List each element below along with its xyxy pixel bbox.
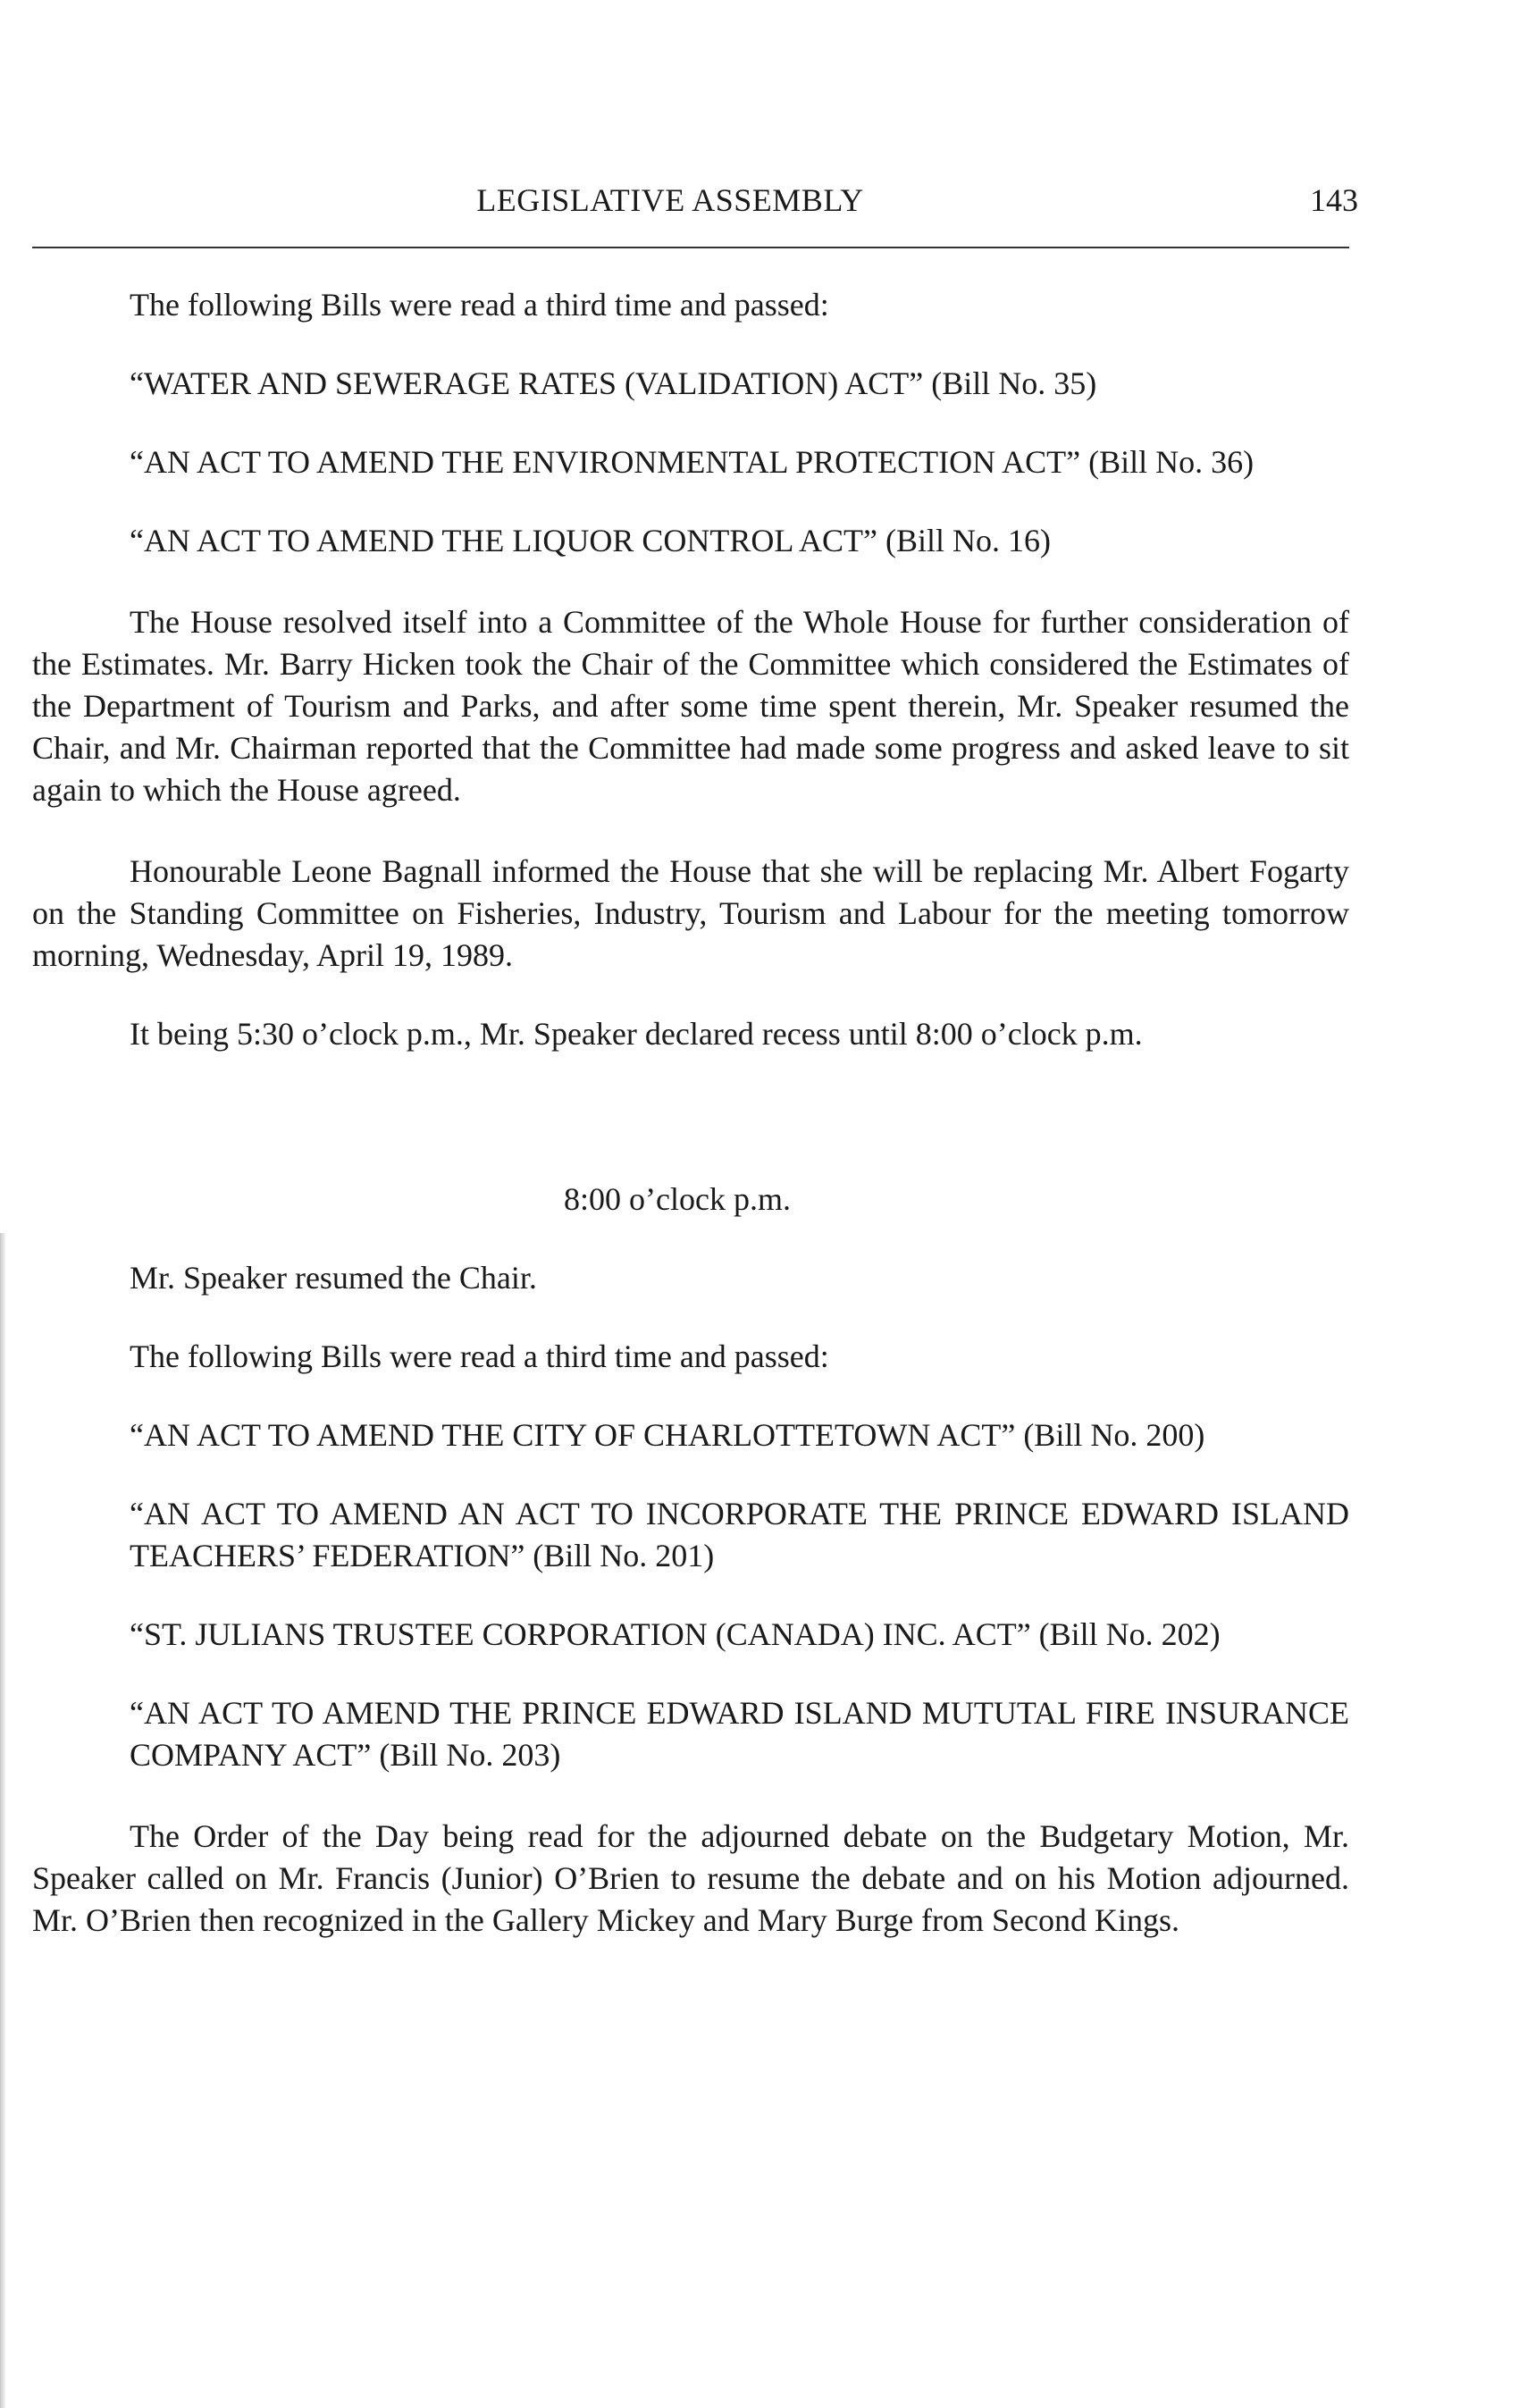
header-rule bbox=[32, 247, 1349, 248]
paragraph-order-of-day: The Order of the Day being read for the adjourned debate on the Budgetary Motion, Mr. Speaker called on Mr. Francis (Junior) O’Brien to resume the debate and on his Motion adjourned. Mr. O’Brien then recognized in the Gallery Mickey and Mary Burge from Second Kings. bbox=[32, 1818, 1349, 1938]
paragraph-committee: The House resolved itself into a Committee of the Whole House for further consideration of the Estimates. Mr. Barry Hicken took the Chair of the Committee which considered the Estimates of the Department of Tourism and Parks, and after some time spent therein, Mr. Speaker resumed the Chair, and Mr. Chairman reported that the Committee had made some progress and asked leave to sit again to which the House agreed. bbox=[32, 604, 1349, 808]
bill-entry: “AN ACT TO AMEND THE LIQUOR CONTROL ACT” (Bill No. 16) bbox=[130, 523, 1051, 558]
paragraph-speaker-resumed: Mr. Speaker resumed the Chair. bbox=[130, 1260, 537, 1296]
bill-entry: “ST. JULIANS TRUSTEE CORPORATION (CANADA) INC. ACT” (Bill No. 202) bbox=[130, 1616, 1221, 1652]
paragraph-replacement: Honourable Leone Bagnall informed the House that she will be replacing Mr. Albert Fogarty on the Standing Committee on Fisheries, Industry, Tourism and Labour for the meeting tomorrow morning, Wednesday, April 19, 1989. bbox=[32, 853, 1349, 973]
scan-edge-shadow bbox=[0, 1233, 5, 2408]
bill-entry: “AN ACT TO AMEND THE CITY OF CHARLOTTETOWN ACT” (Bill No. 200) bbox=[130, 1417, 1205, 1453]
bill-entry: “AN ACT TO AMEND AN ACT TO INCORPORATE THE PRINCE EDWARD ISLAND TEACHERS’ FEDERATION” (Bill No. 201) bbox=[130, 1496, 1349, 1573]
body-text bbox=[32, 284, 1349, 1942]
bill-entry: “AN ACT TO AMEND THE PRINCE EDWARD ISLAND MUTUTAL FIRE INSURANCE COMPANY ACT” (Bill No. 203) bbox=[130, 1695, 1349, 1773]
paragraph-recess: It being 5:30 o’clock p.m., Mr. Speaker declared recess until 8:00 o’clock p.m. bbox=[130, 1016, 1143, 1052]
page-number: 143 bbox=[1310, 182, 1358, 218]
bill-entry: “AN ACT TO AMEND THE ENVIRONMENTAL PROTECTION ACT” (Bill No. 36) bbox=[130, 444, 1255, 480]
paragraph-bills-intro-2: The following Bills were read a third time and passed: bbox=[130, 1338, 829, 1374]
running-header bbox=[0, 175, 1519, 225]
paragraph-bills-intro: The following Bills were read a third time and passed: bbox=[130, 287, 829, 323]
bill-entry: “WATER AND SEWERAGE RATES (VALIDATION) ACT” (Bill No. 35) bbox=[130, 365, 1097, 401]
time-heading: 8:00 o’clock p.m. bbox=[564, 1181, 791, 1217]
running-title: LEGISLATIVE ASSEMBLY bbox=[476, 182, 864, 218]
